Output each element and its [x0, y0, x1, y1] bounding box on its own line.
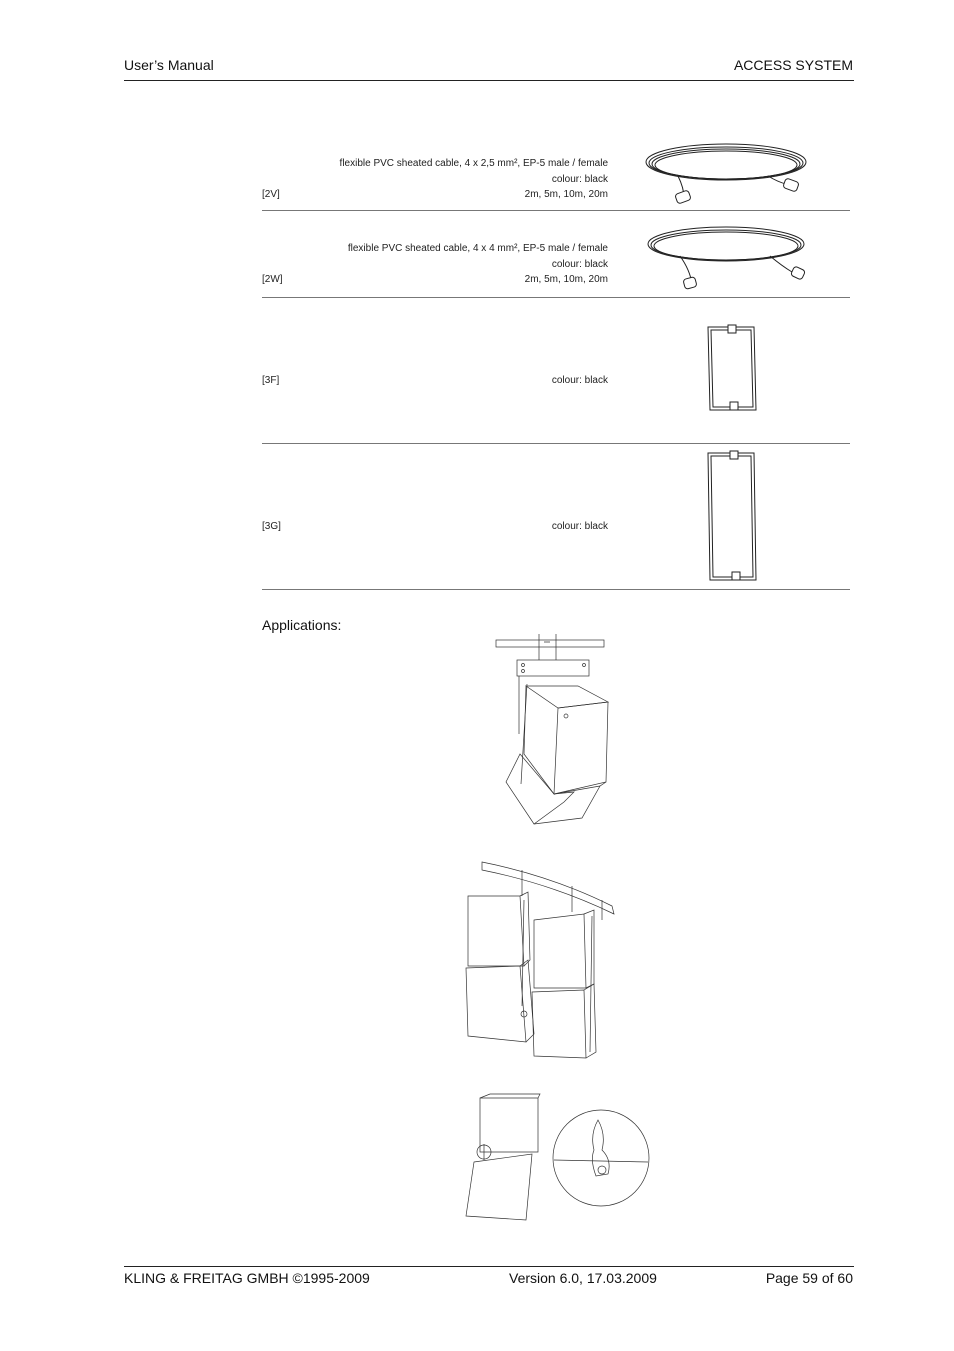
product-row-3g — [262, 444, 850, 590]
product-description — [552, 373, 608, 389]
product-row-3f — [262, 298, 850, 444]
dual-stack-illustration — [462, 856, 634, 1064]
product-description — [340, 156, 608, 203]
product-description — [552, 519, 608, 535]
applications-heading: Applications: — [262, 617, 342, 633]
description-line: flexible PVC sheated cable, 4 x 2,5 mm², EP-5 male / female — [339, 158, 608, 169]
description-line: 2m, 5m, 10m, 20m — [524, 274, 608, 285]
cable-coil-icon — [638, 132, 818, 208]
description-line: 2m, 5m, 10m, 20m — [524, 189, 608, 200]
footer-copyright: KLING & FREITAG GMBH ©1995-2009 — [124, 1270, 370, 1286]
cable-coil-icon — [642, 216, 812, 292]
product-row-2w — [262, 211, 850, 298]
coupling-detail-illustration — [462, 1090, 652, 1225]
description-line: colour: black — [551, 258, 608, 270]
description-line: colour: black — [551, 375, 608, 386]
header-manual-title: User’s Manual — [124, 57, 214, 73]
product-code: [3G] — [262, 521, 281, 532]
flown-array-illustration — [494, 634, 614, 834]
product-row-2v — [262, 150, 850, 211]
header-divider — [124, 80, 854, 81]
footer-page-number: Page 59 of 60 — [765, 1270, 853, 1286]
product-code: [2W] — [262, 274, 283, 285]
header-product-name: ACCESS SYSTEM — [733, 57, 853, 73]
description-line: colour: black — [551, 521, 608, 532]
product-code: [3F] — [262, 375, 280, 386]
frame-bracket-icon — [704, 450, 760, 584]
footer-version: Version 6.0, 17.03.2009 — [509, 1270, 657, 1286]
description-line: flexible PVC sheated cable, 4 x 4 mm², EP-5 male / female — [347, 243, 608, 254]
frame-bracket-icon — [704, 324, 760, 414]
product-code: [2V] — [262, 189, 280, 200]
footer-divider — [124, 1266, 854, 1267]
description-line: colour: black — [551, 173, 608, 185]
product-description — [348, 241, 608, 288]
